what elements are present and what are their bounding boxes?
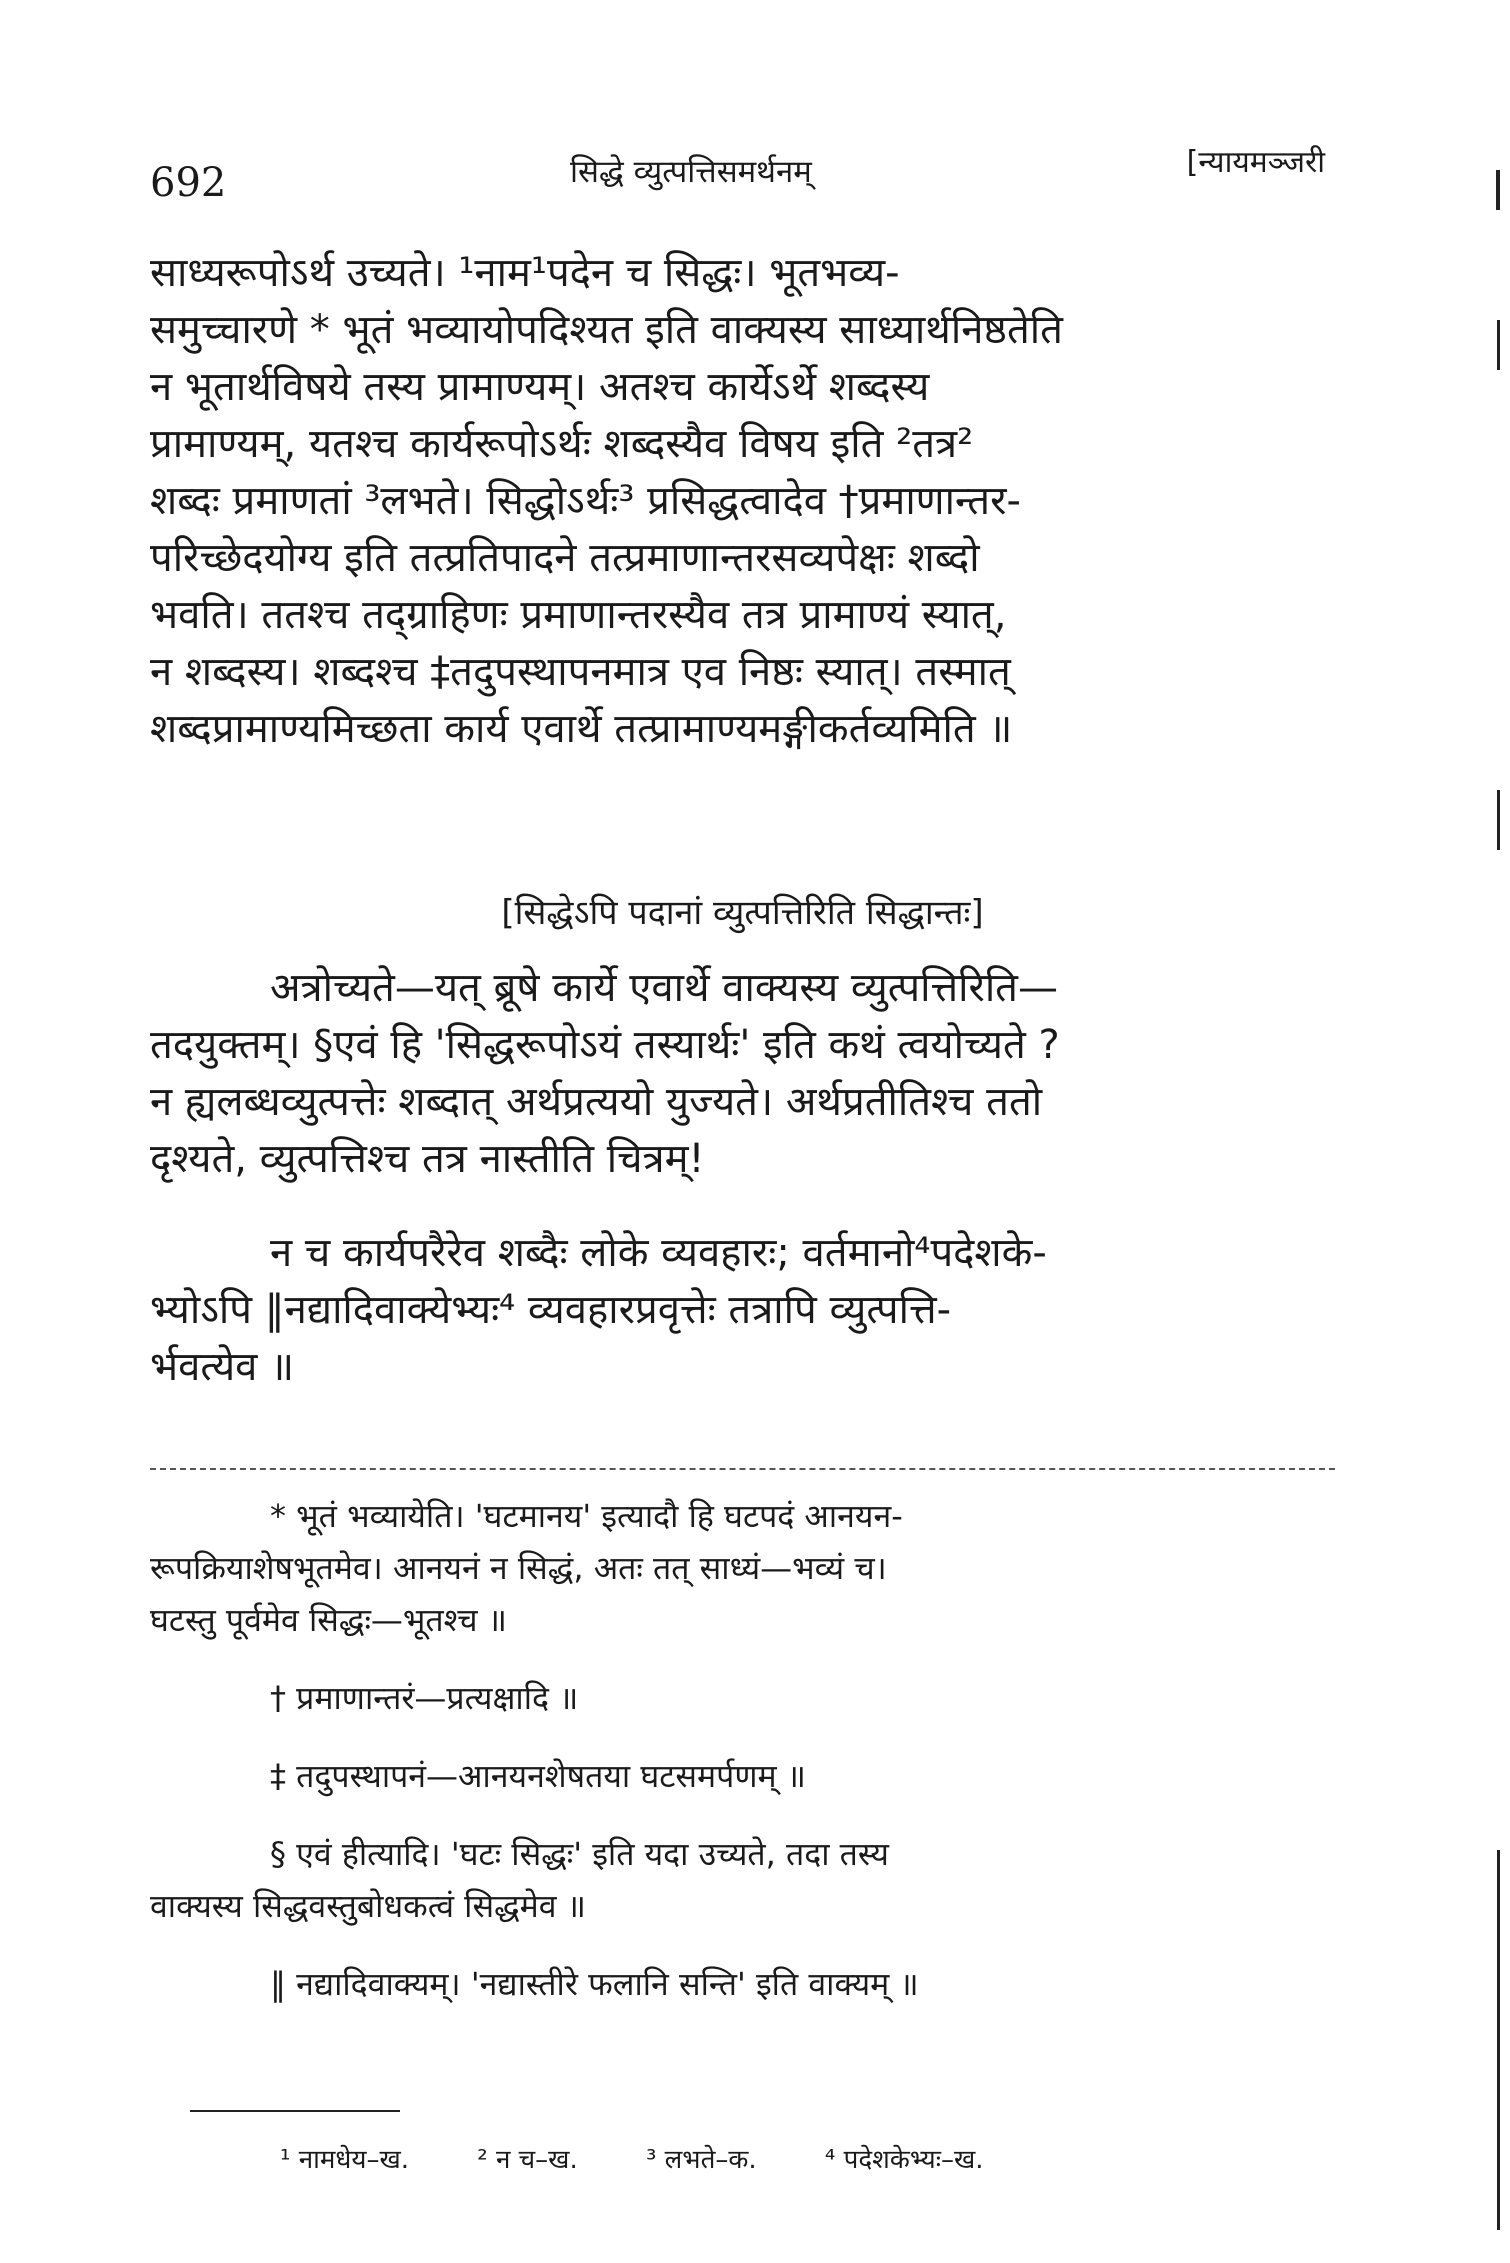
- footnote-rule: [190, 2110, 400, 2112]
- section-heading: [सिद्धेऽपि पदानां व्युत्पत्तिरिति सिद्धान्तः]: [501, 893, 984, 933]
- text-line: र्भवत्येव ॥: [150, 1344, 295, 1390]
- page-header: [150, 130, 1325, 206]
- footnote-3: ³ लभते–क.: [645, 2145, 757, 2175]
- text-line: न ह्यलब्धव्युत्पत्तेः शब्दात् अर्थप्रत्ययो युज्यते। अर्थप्रतीतिश्च ततो: [150, 1079, 1043, 1125]
- note-line: * भूतं भव्यायेति। 'घटमानय' इत्यादौ हि घटपदं आनयन-: [270, 1497, 903, 1535]
- text-line: दृश्यते, व्युत्पत्तिश्च तत्र नास्तीति चित्रम्!: [150, 1136, 705, 1182]
- text-line: न भूतार्थविषये तस्य प्रामाण्यम्। अतश्च कार्येऽर्थे शब्दस्य: [150, 364, 930, 410]
- text-line: भवति। ततश्च तद्ग्राहिणः प्रमाणान्तरस्यैव तत्र प्रामाण्यं स्यात्,: [150, 592, 1007, 638]
- text-line: तदयुक्तम्। §एवं हि 'सिद्धरूपोऽयं तस्यार्थः' इति कथं त्वयोच्यते ?: [150, 1022, 1060, 1068]
- text-line: अत्रोच्यते—यत् ब्रूषे कार्ये एवार्थे वाक्यस्य व्युत्पत्तिरिति—: [270, 965, 1058, 1011]
- note-pramanantaram: [150, 1672, 1335, 1724]
- text-line: भ्योऽपि ‖नद्यादिवाक्येभ्यः⁴ व्यवहारप्रवृत्तेः तत्रापि व्युत्पत्ति-: [150, 1287, 952, 1333]
- page-number: 692: [150, 160, 227, 206]
- running-title: सिद्धे व्युत्पत्तिसमर्थनम्: [570, 154, 812, 190]
- text-line: प्रामाण्यम्, यतश्च कार्यरूपोऽर्थः शब्दस्यैव विषय इति ²तत्र²: [150, 421, 974, 467]
- note-line: ‡ तदुपस्थापनं—आनयनशेषतया घटसमर्पणम् ॥: [270, 1757, 806, 1795]
- margin-binding-mark: [1497, 1850, 1500, 2230]
- note-line: घटस्तु पूर्वमेव सिद्धः—भूतश्च ॥: [150, 1601, 507, 1639]
- text-line: शब्दः प्रमाणतां ³लभते। सिद्धोऽर्थः³ प्रसिद्धत्वादेव †प्रमाणान्तर-: [150, 478, 1021, 524]
- paragraph-2: [150, 960, 1335, 1188]
- note-line: रूपक्रियाशेषभूतमेव। आनयनं न सिद्धं, अतः तत् साध्यं—भव्यं च।: [150, 1549, 887, 1587]
- note-line: § एवं हीत्यादि। 'घटः सिद्धः' इति यदा उच्यते, तदा तस्य: [270, 1835, 889, 1873]
- text-line: न शब्दस्य। शब्दश्च ‡तदुपस्थापनमात्र एव निष्ठः स्यात्। तस्मात्: [150, 649, 1011, 695]
- paragraph-3: [150, 1225, 1335, 1396]
- book-title: [न्यायमञ्जरी: [1186, 145, 1325, 180]
- footnote-4: ⁴ पदेशकेभ्यः–ख.: [824, 2145, 984, 2175]
- text-line: परिच्छेदयोग्य इति तत्प्रतिपादने तत्प्रमाणान्तरसव्यपेक्षः शब्दो: [150, 535, 980, 581]
- margin-binding-mark: [1497, 320, 1500, 370]
- note-bhutam: [150, 1490, 1335, 1646]
- footnote-1: ¹ नामधेय–ख.: [280, 2145, 410, 2175]
- main-paragraph: [150, 245, 1335, 758]
- text-line: साध्यरूपोऽर्थ उच्यते। ¹नाम¹पदेन च सिद्धः। भूतभव्य-: [150, 250, 900, 296]
- note-line: वाक्यस्य सिद्धवस्तुबोधकत्वं सिद्धमेव ॥: [150, 1887, 586, 1925]
- text-line: न च कार्यपरैरेव शब्दैः लोके व्यवहारः; वर्तमानो⁴पदेशके-: [270, 1230, 1047, 1276]
- footnotes: [280, 2140, 1044, 2176]
- note-line: † प्रमाणान्तरं—प्रत्यक्षादि ॥: [270, 1679, 579, 1717]
- note-nadyadi: [150, 1958, 1335, 2010]
- note-line: ‖ नद्यादिवाक्यम्। 'नद्यास्तीरे फलानि सन्ति' इति वाक्यम् ॥: [270, 1965, 919, 2003]
- margin-binding-mark: [1497, 790, 1500, 850]
- footnote-2: ² न च–ख.: [477, 2145, 578, 2175]
- margin-binding-mark: [1496, 170, 1500, 210]
- note-tadupasthapanam: [150, 1750, 1335, 1802]
- note-evam-hi: [150, 1828, 1335, 1932]
- text-line: समुच्चारणे * भूतं भव्यायोपदिश्यत इति वाक्यस्य साध्यार्थनिष्ठतेति: [150, 307, 1063, 353]
- commentary-notes: [150, 1490, 1335, 2010]
- notes-divider: [150, 1468, 1335, 1470]
- text-line: शब्दप्रामाण्यमिच्छता कार्य एवार्थे तत्प्रामाण्यमङ्गीकर्तव्यमिति ॥: [150, 706, 1013, 752]
